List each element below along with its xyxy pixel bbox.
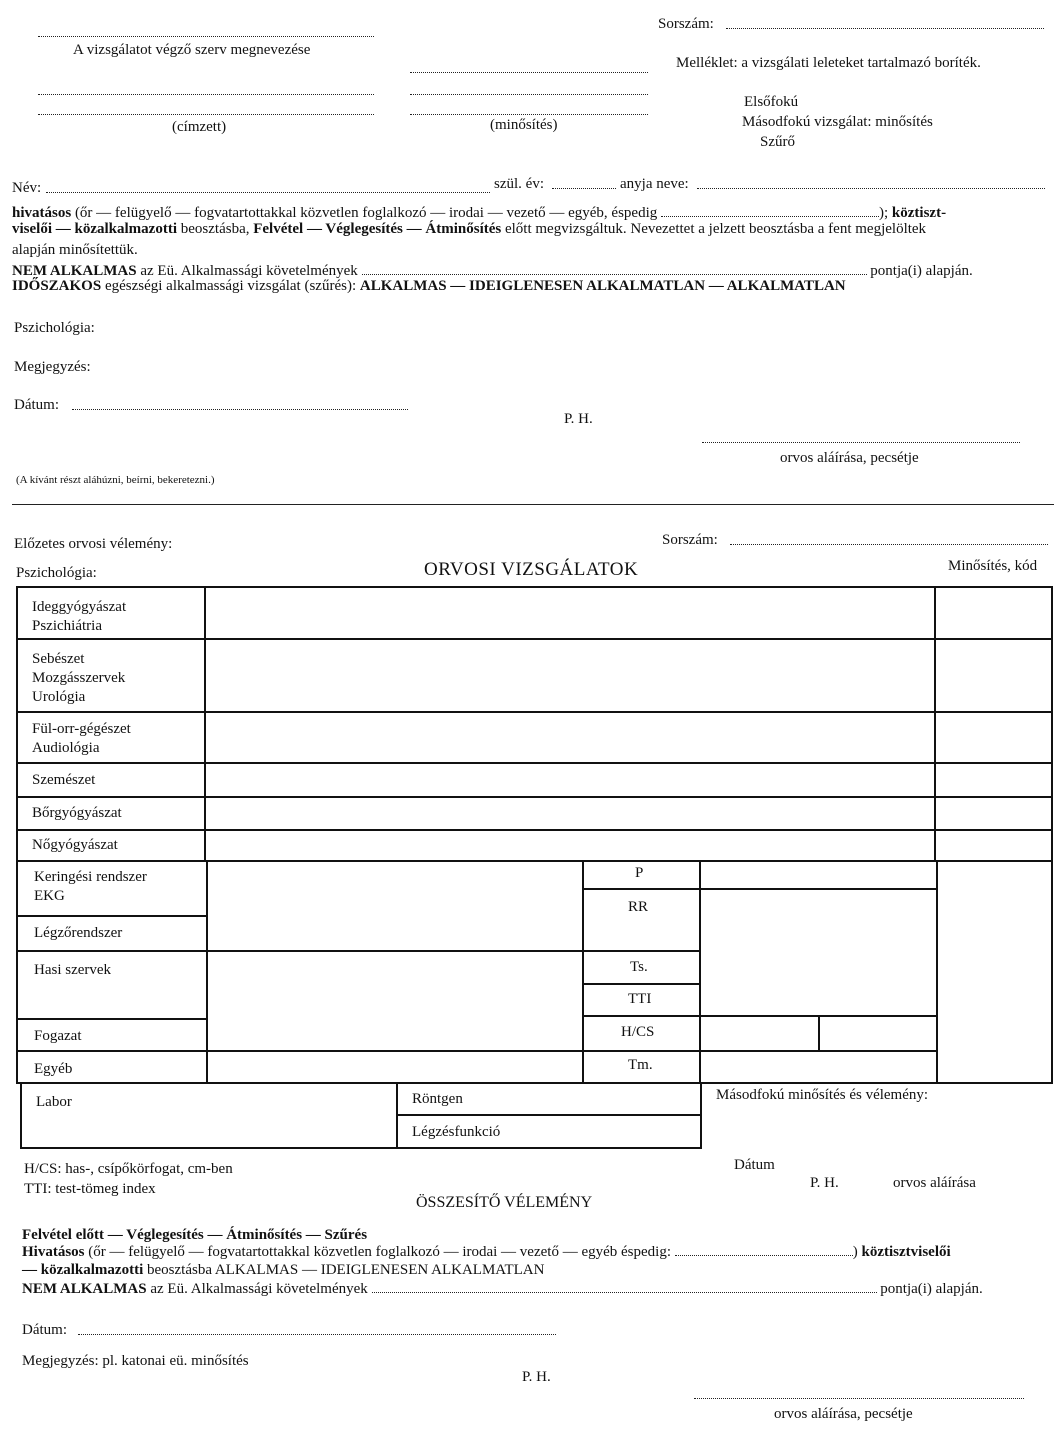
orvos-alairasa3-label: orvos aláírása, pecsétje — [774, 1406, 913, 1422]
datum-field[interactable] — [72, 397, 408, 410]
summary-line-2: Hivatásos (őr — felügyelő — fogvatartottakkal közvetlen foglalkozó — irodai — vezető — egyéb éspedig: ) köztisztviselői — [22, 1244, 951, 1260]
signature2-line[interactable] — [694, 1386, 1024, 1399]
vital-tti[interactable]: TTI — [628, 991, 652, 1007]
paragraph-line-4: NEM ALKALMAS az Eü. Alkalmassági követelmények pontja(i) alapján. — [12, 263, 973, 279]
nev-field[interactable] — [46, 180, 490, 193]
sorszam-field[interactable] — [726, 16, 1044, 29]
megjegyzes-label: Megjegyzés: — [14, 359, 91, 375]
pszichologia-label: Pszichológia: — [14, 320, 95, 336]
elsofoku-label: Elsőfokú — [744, 94, 799, 110]
orvosi-vizsgalatok-title: ORVOSI VIZSGÁLATOK — [424, 559, 639, 580]
labor-label[interactable]: Labor — [36, 1094, 72, 1110]
vital-p[interactable]: P — [635, 865, 644, 881]
row-keringesi-rendszer[interactable]: Keringési rendszer EKG — [34, 869, 147, 904]
osszesito-title: ÖSSZESÍTŐ VÉLEMÉNY — [416, 1194, 593, 1211]
row-szemeszet[interactable]: Szemészet — [32, 772, 96, 788]
espedig2-field[interactable] — [675, 1243, 853, 1256]
pontok2-field[interactable] — [372, 1280, 877, 1293]
minosites-label: (minősítés) — [490, 117, 558, 133]
szuro-label: Szűrő — [760, 134, 795, 150]
legzesfunkcio-label[interactable]: Légzésfunkció — [412, 1124, 501, 1140]
row-hasi-szervek[interactable]: Hasi szervek — [34, 962, 112, 978]
pontok-field[interactable] — [362, 262, 867, 275]
cimzett-line-1[interactable] — [38, 82, 374, 95]
rontgen-label[interactable]: Röntgen — [412, 1091, 463, 1107]
row-ideggyogyaszat[interactable]: Ideggyógyászat Pszichiátria — [32, 599, 127, 634]
vital-ts[interactable]: Ts. — [630, 959, 648, 975]
summary-line-1: Felvétel előtt — Véglegesítés — Átminősítés — Szűrés — [22, 1227, 368, 1243]
paragraph-line-1: hivatásos (őr — felügyelő — fogvatartottakkal közvetlen foglalkozó — irodai — vezető — egyéb, éspedig ); köztiszt- — [12, 205, 947, 221]
summary-line-3: — közalkalmazotti beosztásba ALKALMAS — IDEIGLENESEN ALKALMATLAN — [22, 1262, 545, 1278]
sorszam2-field[interactable] — [730, 532, 1048, 545]
vital-rr[interactable]: RR — [628, 899, 649, 915]
orvos-alairasa-label: orvos aláírása, pecsétje — [780, 450, 919, 466]
espedig-field[interactable] — [661, 204, 879, 217]
nev-label: Név: — [12, 180, 42, 196]
ph-label: P. H. — [564, 411, 593, 427]
exam-table-top — [16, 586, 1053, 862]
row-borgyogyaszat[interactable]: Bőrgyógyászat — [32, 805, 122, 821]
summary-line-4: NEM ALKALMAS az Eü. Alkalmassági követelmények pontja(i) alapján. — [22, 1281, 983, 1297]
melleklet-text: Melléklet: a vizsgálati leleteket tartalmazó boríték. — [676, 55, 981, 71]
megjegyzes2-label: Megjegyzés: pl. katonai eü. minősítés — [22, 1353, 249, 1369]
orvos-alairasa2-label: orvos aláírása — [893, 1175, 976, 1191]
vital-hcs[interactable]: H/CS — [621, 1024, 655, 1040]
datum3-label: Dátum: — [22, 1322, 67, 1338]
row-ful-orr-gegeszet[interactable]: Fül-orr-gégészet Audiológia — [32, 721, 131, 756]
datum-label: Dátum: — [14, 397, 59, 413]
szul-ev-label: szül. év: — [494, 176, 544, 192]
datum3-field[interactable] — [78, 1322, 556, 1335]
sorszam2-label: Sorszám: — [662, 532, 718, 548]
ph2-label: P. H. — [810, 1175, 839, 1191]
hcs-note: H/CS: has-, csípőkörfogat, cm-ben — [24, 1161, 233, 1177]
signature-line[interactable] — [702, 430, 1020, 443]
pszichologia2-label: Pszichológia: — [16, 565, 97, 581]
section-divider — [12, 504, 1054, 505]
ph3-label: P. H. — [522, 1369, 551, 1385]
instruction-note: (A kívánt részt aláhúzni, beírni, bekeretezni.) — [16, 474, 215, 486]
minosites-line-1[interactable] — [410, 60, 648, 73]
cimzett-line-2[interactable] — [38, 102, 374, 115]
tti-note: TTI: test-tömeg index — [24, 1181, 156, 1197]
anyja-neve-label: anyja neve: — [620, 176, 689, 192]
anyja-neve-field[interactable] — [697, 176, 1045, 189]
row-nogyogyaszat[interactable]: Nőgyógyászat — [32, 837, 118, 853]
minosites-kod-label: Minősítés, kód — [948, 558, 1038, 574]
row-legzorendszer[interactable]: Légzőrendszer — [34, 925, 123, 941]
org-name-label: A vizsgálatot végző szerv megnevezése — [73, 42, 311, 58]
minosites-line-3[interactable] — [410, 102, 648, 115]
elozetes-label: Előzetes orvosi vélemény: — [14, 536, 173, 552]
row-fogazat[interactable]: Fogazat — [34, 1028, 82, 1044]
minosites-line-2[interactable] — [410, 82, 648, 95]
row-egyeb[interactable]: Egyéb — [34, 1061, 73, 1077]
datum2-label: Dátum — [734, 1157, 775, 1173]
vital-tm[interactable]: Tm. — [628, 1057, 653, 1073]
paragraph-line-3: alapján minősítettük. — [12, 242, 138, 258]
paragraph-line-5: IDŐSZAKOS egészségi alkalmassági vizsgálat (szűrés): ALKALMAS — IDEIGLENESEN ALKALMATLAN — ALKALMATLAN — [12, 278, 846, 294]
masodfoku-label: Másodfokú vizsgálat: minősítés — [742, 114, 933, 130]
paragraph-line-2: viselői — közalkalmazotti beosztásba, Felvétel — Véglegesítés — Átminősítés előtt megvizsgáltuk. Nevezettet a jelzett beosztásba a fent megjelöltek — [12, 221, 927, 237]
masodfoku-velemeny-label: Másodfokú minősítés és vélemény: — [716, 1087, 929, 1103]
szul-ev-field[interactable] — [552, 176, 616, 189]
row-sebeszet[interactable]: Sebészet Mozgásszervek Urológia — [32, 651, 126, 705]
cimzett-label: (címzett) — [172, 119, 227, 135]
sorszam-label: Sorszám: — [658, 16, 714, 32]
